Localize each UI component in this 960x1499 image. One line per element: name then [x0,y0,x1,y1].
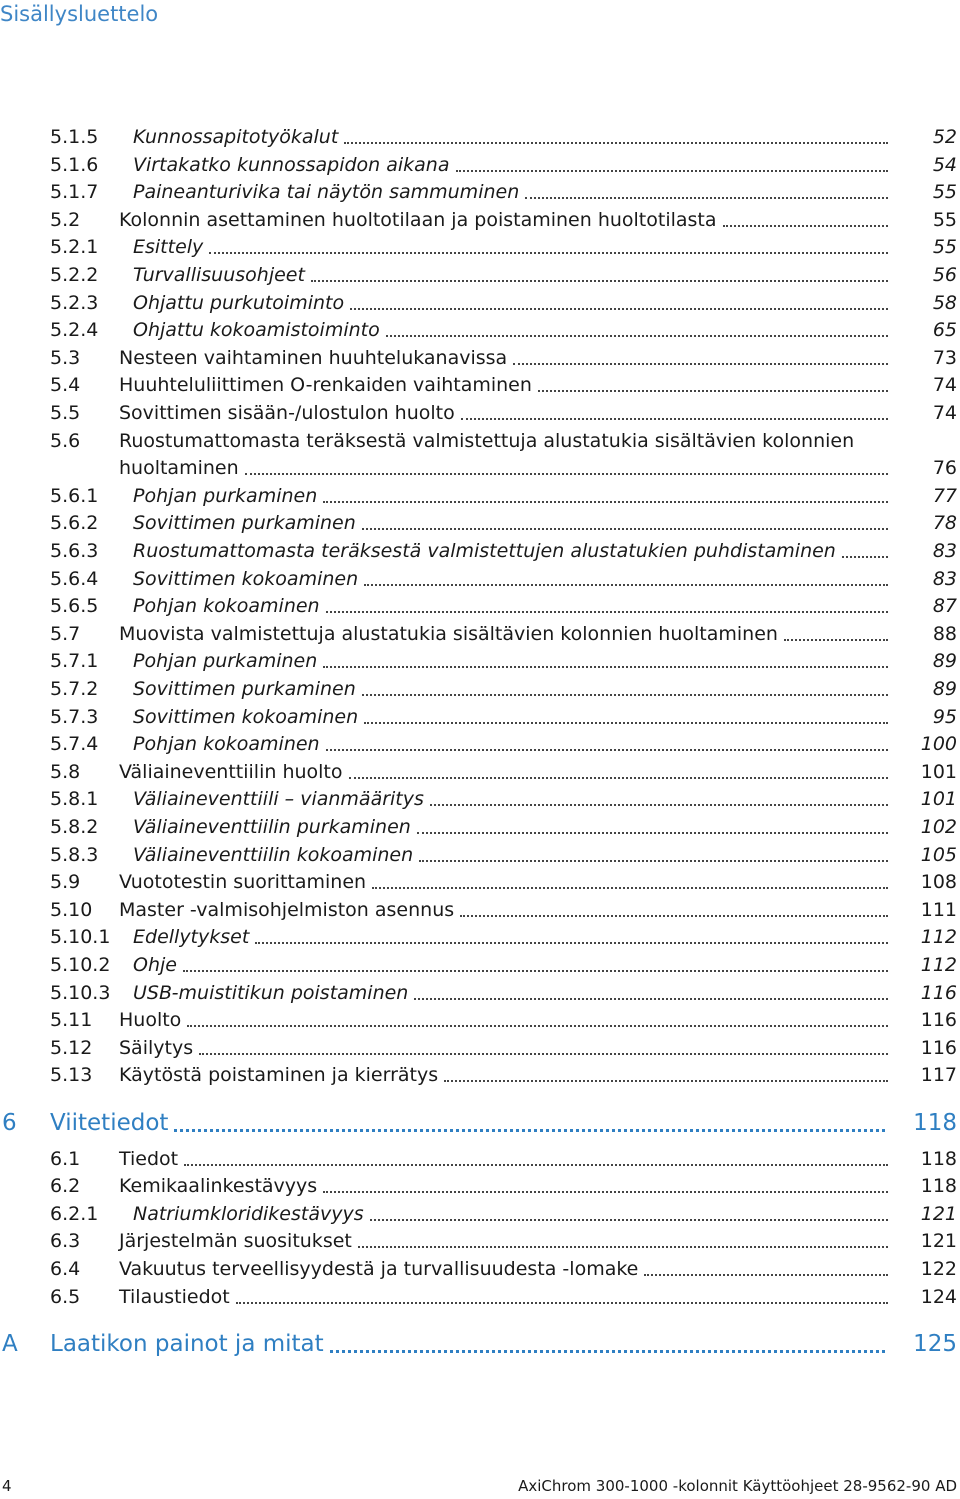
toc-leader-dots [430,804,888,806]
toc-leader-dots [323,666,888,668]
toc-entry-number: 6.2.1 [50,1202,99,1225]
toc-entry-number: 5.8.2 [50,816,99,838]
toc-entry-title: Sovittimen purkaminen [133,678,356,700]
toc-entry-title: Edellytykset [133,926,250,949]
toc-entry-title: Turvallisuusohjeet [133,264,305,286]
toc-entry-number: 5.6.3 [50,540,99,562]
toc-entry-number: 6.3 [50,1230,81,1253]
toc-leader-dots [236,1302,888,1304]
toc-leader-dots [784,639,888,641]
toc-entry-title: Muovista valmistettuja alustatukia sisältävien kolonnien huoltaminen [119,622,778,645]
toc-entry-page: 117 [920,1064,957,1087]
toc-entry-page: 88 [932,622,957,645]
toc-entry-page: 78 [932,512,957,535]
toc-entry-number: 5.5 [50,402,81,424]
toc-entry-title: Ohje [133,954,177,976]
toc-entry-number: 5.8 [50,760,81,783]
toc-entry-title: Viitetiedot [50,1110,169,1136]
toc-entry-page: 55 [932,208,957,231]
toc-entry-title: Sovittimen kokoaminen [133,705,359,728]
toc-leader-dots [461,418,888,420]
toc-entry-page: 105 [920,843,957,866]
toc-entry-title: Laatikon painot ja mitat [50,1331,324,1358]
toc-leader-dots [364,584,888,586]
toc-entry-page: 122 [920,1258,957,1280]
toc-leader-dots [349,777,888,779]
toc-entry-number: 6.1 [50,1147,81,1170]
toc-entry-title: Vuototestin suorittaminen [119,871,367,894]
toc-leader-dots [444,1080,888,1082]
toc-leader-dots [525,197,888,199]
toc-entry-title: Väliaineventtiili – vianmääritys [133,788,424,811]
toc-entry-title: Sovittimen sisään-/ulostulon huolto [119,402,455,424]
toc-entry-page: 116 [920,981,957,1004]
toc-entry-title: Master -valmisohjelmiston asennus [119,898,455,921]
toc-entry-page: 54 [932,153,957,176]
footer-document-title: AxiChrom 300-1000 -kolonnit Käyttöohjeet 28-9562-90 AD [518,1477,957,1495]
toc-entry-title: Pohjan purkaminen [133,484,318,507]
toc-entry-title: USB-muistitikun poistaminen [133,981,409,1004]
toc-entry-page: 74 [932,374,957,397]
toc-entry-title: Käytöstä poistaminen ja kierrätys [119,1064,439,1087]
toc-leader-dots [456,170,889,172]
toc-leader-dots [386,335,888,337]
toc-entry-number: 5.6 [50,429,81,452]
toc-entry-page: 65 [932,319,957,342]
toc-entry-page: 56 [932,264,957,286]
toc-entry-number: 6 [2,1110,17,1136]
toc-entry-number: 5.4 [50,374,81,397]
toc-entry-title: Virtakatko kunnossapidon aikana [133,153,450,176]
toc-entry-page: 89 [932,650,957,673]
toc-entry-page: 121 [920,1202,957,1225]
toc-entry-number: 5.6.1 [50,484,99,507]
toc-leader-dots [460,915,888,917]
toc-leader-dots [326,611,888,613]
toc-leader-dots [358,1246,888,1248]
toc-leader-dots [513,363,888,365]
toc-entry-page: 95 [932,705,957,728]
toc-leader-dots [414,998,888,1000]
toc-entry-number: 5.8.1 [50,788,99,811]
toc-entry-title: Nesteen vaihtaminen huuhtelukanavissa [119,346,508,369]
toc-entry-title: Huuhteluliittimen O-renkaiden vaihtaminen [119,374,532,397]
toc-entry-title: Ruostumattomasta teräksestä valmistettujen alustatukien puhdistaminen [133,540,836,562]
toc-entry-page: 118 [920,1147,957,1170]
toc-entry-title: Pohjan kokoaminen [133,595,320,618]
toc-entry-number: A [2,1331,18,1358]
toc-entry-title: Kolonnin asettaminen huoltotilaan ja poistaminen huoltotilasta [119,208,717,231]
toc-entry-page: 124 [920,1285,957,1308]
toc-entry-number: 5.2.3 [50,291,99,314]
toc-entry-page: 52 [932,126,957,148]
toc-entry-page: 116 [920,1036,957,1059]
toc-entry-number: 5.10.1 [50,926,111,949]
toc-entry-title: Kunnossapitotyökalut [133,126,339,148]
toc-entry-number: 5.10.3 [50,981,111,1004]
toc-entry-number: 5.7 [50,622,81,645]
toc-entry-number: 5.2.1 [50,236,99,259]
toc-entry-number: 5.2 [50,208,81,231]
toc-entry-page: 125 [913,1331,957,1358]
toc-entry-page: 83 [932,567,957,590]
toc-entry-title: Huolto [119,1009,182,1032]
toc-leader-dots [344,142,888,144]
toc-entry-number: 5.7.3 [50,705,99,728]
toc-entry-number: 5.9 [50,871,81,894]
toc-entry-number: 5.13 [50,1064,93,1087]
toc-entry-number: 5.11 [50,1009,93,1032]
toc-leader-dots [311,280,888,282]
toc-leader-dots [245,473,888,475]
toc-entry-number: 6.4 [50,1258,81,1280]
toc-entry-title: Ohjattu kokoamistoiminto [133,319,380,342]
toc-leader-dots [419,860,888,862]
toc-entry-title: Sovittimen purkaminen [133,512,356,535]
toc-leader-dots [644,1274,888,1276]
toc-entry-page: 101 [920,788,957,811]
toc-entry-title: Sovittimen kokoaminen [133,567,359,590]
toc-entry-title: Tilaustiedot [119,1285,230,1308]
toc-entry-number: 5.12 [50,1036,93,1059]
toc-entry-page: 73 [932,346,957,369]
toc-entry-number: 5.1.5 [50,126,99,148]
toc-entry-number: 5.6.5 [50,595,99,618]
toc-leader-dots [417,832,888,834]
toc-leader-dots [323,1191,888,1193]
toc-entry-page: 116 [920,1009,957,1032]
toc-leader-dots [199,1053,888,1055]
toc-entry-page: 76 [932,457,957,480]
toc-entry-page: 83 [932,540,957,562]
toc-entry-title-continued: huoltaminen [119,457,239,480]
toc-entry-number: 6.5 [50,1285,81,1308]
toc-entry-title: Järjestelmän suositukset [119,1230,352,1253]
toc-leader-dots [326,749,888,751]
toc-entry-page: 58 [932,291,957,314]
toc-entry-page: 112 [920,926,957,949]
toc-entry-number: 5.2.2 [50,264,99,286]
toc-entry-title: Vakuutus terveellisyydestä ja turvallisuudesta -lomake [119,1258,639,1280]
toc-entry-number: 5.8.3 [50,843,99,866]
toc-leader-dots [183,970,888,972]
toc-entry-page: 74 [932,402,957,424]
toc-leader-dots [187,1025,888,1027]
toc-leader-dots [323,501,888,503]
toc-entry-page: 108 [920,871,957,894]
toc-entry-page: 89 [932,678,957,700]
toc-leader-dots [362,694,888,696]
toc-leader-dots [362,528,888,530]
toc-entry-page: 55 [932,181,957,204]
toc-entry-page: 77 [932,484,957,507]
toc-entry-title: Ruostumattomasta teräksestä valmistettuja alustatukia sisältävien kolonnien [119,429,855,452]
toc-entry-number: 5.1.6 [50,153,99,176]
toc-entry-number: 5.7.1 [50,650,99,673]
toc-entry-number: 5.7.4 [50,733,99,756]
toc-entry-page: 100 [920,733,957,756]
toc-entry-number: 5.6.4 [50,567,99,590]
toc-entry-number: 5.10 [50,898,93,921]
toc-leader-dots [184,1164,888,1166]
toc-entry-title: Kemikaalinkestävyys [119,1175,318,1198]
toc-entry-title: Esittely [133,236,204,259]
toc-entry-title: Väliaineventtiilin kokoaminen [133,843,414,866]
toc-entry-page: 112 [920,954,957,976]
toc-entry-title: Pohjan purkaminen [133,650,318,673]
toc-entry-page: 87 [932,595,957,618]
toc-entry-number: 5.10.2 [50,954,111,976]
toc-entry-page: 101 [920,760,957,783]
toc-leader-dots [370,1219,888,1221]
toc-entry-number: 5.1.7 [50,181,99,204]
toc-entry-title: Väliaineventtiilin huolto [119,760,343,783]
toc-entry-page: 121 [920,1230,957,1253]
toc-leader-dots [209,252,888,254]
toc-leader-dots [330,1350,885,1353]
toc-entry-title: Tiedot [119,1147,179,1170]
toc-leader-dots [174,1129,885,1132]
footer-page-number: 4 [2,1477,12,1495]
toc-entry-page: 102 [920,816,957,838]
toc-leader-dots [842,556,888,558]
toc-entry-page: 111 [920,898,957,921]
toc-leader-dots [723,225,888,227]
toc-entry-title: Väliaineventtiilin purkaminen [133,816,411,838]
toc-entry-page: 118 [913,1110,957,1136]
toc-entry-number: 6.2 [50,1175,81,1198]
toc-leader-dots [255,942,888,944]
toc-entry-page: 118 [920,1175,957,1198]
toc-entry-number: 5.2.4 [50,319,99,342]
toc-leader-dots [538,390,888,392]
toc-entry-title: Ohjattu purkutoiminto [133,291,345,314]
toc-leader-dots [372,887,888,889]
toc-entry-number: 5.6.2 [50,512,99,535]
toc-entry-number: 5.3 [50,346,81,369]
toc-entry-title: Säilytys [119,1036,194,1059]
toc-leader-dots [350,308,888,310]
page-header-title: Sisällysluettelo [0,2,159,26]
toc-entry-title: Pohjan kokoaminen [133,733,320,756]
toc-leader-dots [364,722,888,724]
toc-entry-title: Natriumkloridikestävyys [133,1202,364,1225]
toc-entry-page: 55 [932,236,957,259]
toc-entry-title: Paineanturivika tai näytön sammuminen [133,181,520,204]
toc-entry-number: 5.7.2 [50,678,99,700]
